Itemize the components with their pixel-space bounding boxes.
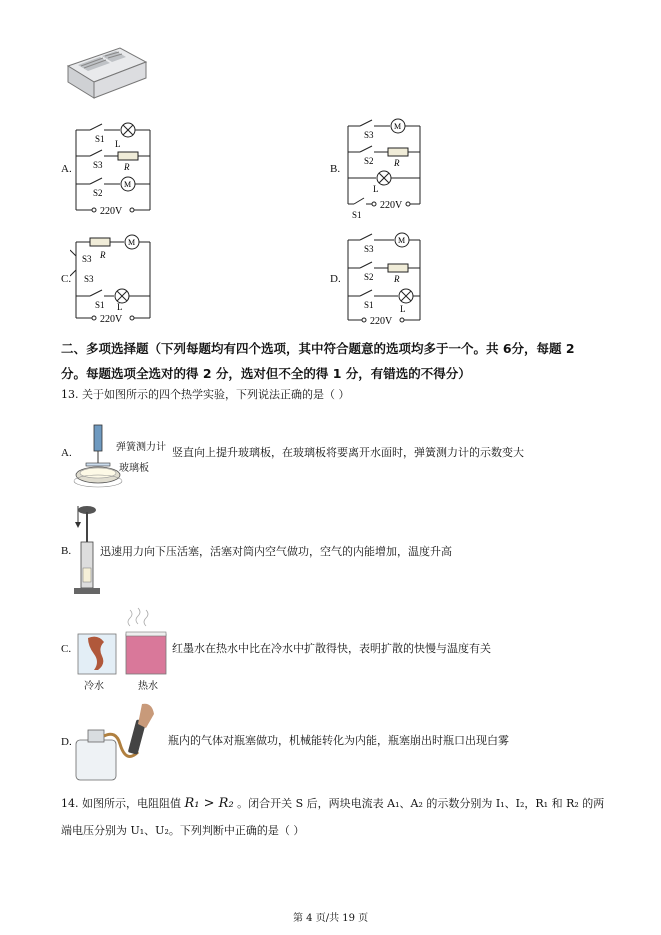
svg-text:M: M [394, 122, 402, 131]
circuit-c [70, 230, 160, 330]
glass-plate-label: 玻璃板 [119, 463, 149, 474]
bottle-pump-image [72, 700, 172, 784]
svg-text:L: L [117, 302, 123, 312]
q14-line1: 14. 如图所示，电阻阻值 R₁ > R₂ 。闭合开关 S 后，两块电流表 A₁、A₂ 的示数分别为 I₁、I₂，R₁ 和 R₂ 的两 [61, 796, 605, 811]
svg-text:S2: S2 [93, 188, 103, 198]
option-d-letter[interactable]: D. [330, 273, 341, 285]
q13-option-c-letter[interactable]: C. [61, 643, 72, 655]
svg-text:220V: 220V [100, 314, 123, 325]
section-2-heading-line2: 分。每题选项全选对的得 2 分，选对但不全的得 1 分，有错选的不得分） [61, 366, 471, 381]
svg-text:M: M [398, 236, 406, 245]
svg-text:L: L [115, 139, 121, 149]
svg-text:S3: S3 [84, 274, 94, 284]
circuit-b [340, 118, 430, 222]
section-2-heading-line1: 二、多项选择题（下列每题均有四个选项，其中符合题意的选项均多于一个。共 6分，每题 2 [61, 341, 575, 356]
svg-text:S1: S1 [95, 300, 105, 310]
svg-text:R: R [100, 250, 106, 260]
q13-option-b-letter[interactable]: B. [61, 545, 72, 557]
hot-water-label: 热水 [138, 681, 158, 692]
svg-text:M: M [128, 238, 136, 247]
svg-text:S3: S3 [82, 254, 92, 264]
svg-text:R: R [394, 274, 400, 284]
cold-water-label: 冷水 [84, 681, 104, 692]
q13-stem: 13. 关于如图所示的四个热学实验，下列说法正确的是（ ） [61, 388, 350, 401]
q13-option-b-text: 迅速用力向下压活塞，活塞对筒内空气做功，空气的内能增加，温度升高 [100, 545, 452, 558]
svg-text:S3: S3 [364, 130, 374, 140]
svg-text:S2: S2 [364, 156, 374, 166]
svg-text:S3: S3 [364, 244, 374, 254]
bath-heater-image [64, 44, 148, 104]
q13-option-d-text: 瓶内的气体对瓶塞做功，机械能转化为内能，瓶塞崩出时瓶口出现白雾 [168, 734, 509, 747]
q13-option-d-letter[interactable]: D. [61, 736, 72, 748]
option-c-letter[interactable]: C. [61, 273, 72, 285]
spring-scale-label: 弹簧测力计 [116, 442, 166, 453]
svg-text:L: L [373, 184, 379, 194]
q13-option-c-text: 红墨水在热水中比在冷水中扩散得快，表明扩散的快慢与温度有关 [172, 642, 491, 655]
page-footer: 第 4 页/共 19 页 [293, 913, 369, 924]
svg-text:S2: S2 [364, 272, 374, 282]
option-a-letter[interactable]: A. [61, 163, 72, 175]
svg-text:S3: S3 [93, 160, 103, 170]
svg-text:M: M [124, 180, 132, 189]
svg-text:S1: S1 [352, 210, 362, 220]
diffusion-beakers-image [72, 606, 172, 688]
svg-text:L: L [400, 304, 406, 314]
label-s1: S1 [95, 134, 105, 144]
svg-text:R: R [124, 162, 130, 172]
q14-line2: 端电压分别为 U₁、U₂。下列判断中正确的是（ ） [61, 824, 305, 837]
svg-text:R: R [394, 158, 400, 168]
circuit-d [340, 230, 430, 330]
svg-text:220V: 220V [370, 316, 393, 327]
spring-scale-image [72, 423, 124, 489]
q14-inequality: R₁ > R₂ [184, 796, 234, 811]
svg-text:220V: 220V [380, 200, 403, 211]
q13-option-a-letter[interactable]: A. [61, 447, 72, 459]
q13-option-a-text: 竖直向上提升玻璃板，在玻璃板将要离开水面时，弹簧测力计的示数变大 [172, 446, 524, 459]
svg-text:220V: 220V [100, 206, 123, 217]
piston-cylinder-image [70, 502, 104, 600]
svg-text:S1: S1 [364, 300, 374, 310]
option-b-letter[interactable]: B. [330, 163, 341, 175]
circuit-a [70, 118, 160, 218]
